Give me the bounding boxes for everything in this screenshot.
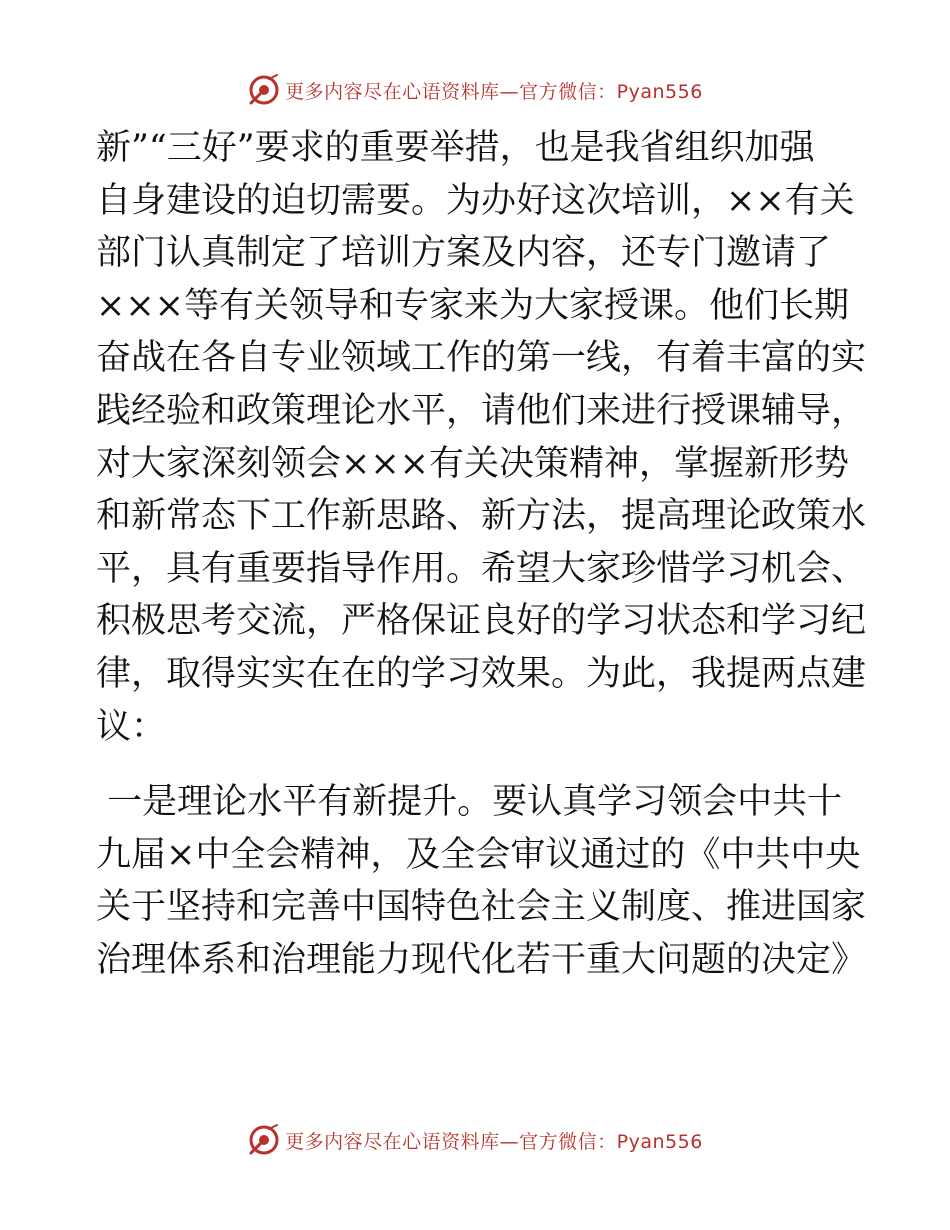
text-line: 践经验和政策理论水平，请他们来进行授课辅导， [96, 390, 867, 431]
text-line: 议： [96, 706, 167, 747]
text-line: 治理体系和治理能力现代化若干重大问题的决定》 [96, 939, 867, 980]
text-line: 部门认真制定了培训方案及内容，还专门邀请了 [96, 233, 832, 274]
text-line: 关于坚持和完善中国特色社会主义制度、推进国家 [96, 887, 867, 928]
paragraph-1 [96, 122, 867, 753]
text-line: 对大家深刻领会×××有关决策精神，掌握新形势 [96, 443, 849, 484]
text-line: 九届×中全会精神，及全会审议通过的《中共中央 [96, 834, 861, 875]
document-body [96, 122, 867, 987]
footer-watermark-text: 更多内容尽在心语资料库—官方微信：Pyan556 [285, 1130, 703, 1153]
text-line: 律，取得实实在在的学习效果。为此，我提两点建 [96, 653, 867, 694]
pen-seal-logo-icon [247, 1123, 281, 1157]
text-line: 一是理论水平有新提升。要认真学习领会中共十 [96, 782, 843, 823]
header-watermark-text: 更多内容尽在心语资料库—官方微信：Pyan556 [285, 80, 703, 103]
text-line: 积极思考交流，严格保证良好的学习状态和学习纪 [96, 601, 867, 642]
text-line: 奋战在各自专业领域工作的第一线，有着丰富的实 [96, 338, 867, 379]
text-line: 自身建设的迫切需要。为办好这次培训，××有关 [96, 180, 855, 221]
paragraph-spacer [96, 753, 856, 776]
paragraph-2 [96, 776, 867, 986]
text-line: 和新常态下工作新思路、新方法，提高理论政策水 [96, 496, 867, 537]
header-watermark-banner [0, 70, 950, 110]
footer-watermark-banner [0, 1120, 950, 1160]
text-line: 平，具有重要指导作用。希望大家珍惜学习机会、 [96, 548, 867, 589]
text-line: ×××等有关领导和专家来为大家授课。他们长期 [96, 285, 849, 326]
pen-seal-logo-icon [247, 73, 281, 107]
text-line: 新”“三好”要求的重要举措，也是我省组织加强 [96, 128, 815, 168]
